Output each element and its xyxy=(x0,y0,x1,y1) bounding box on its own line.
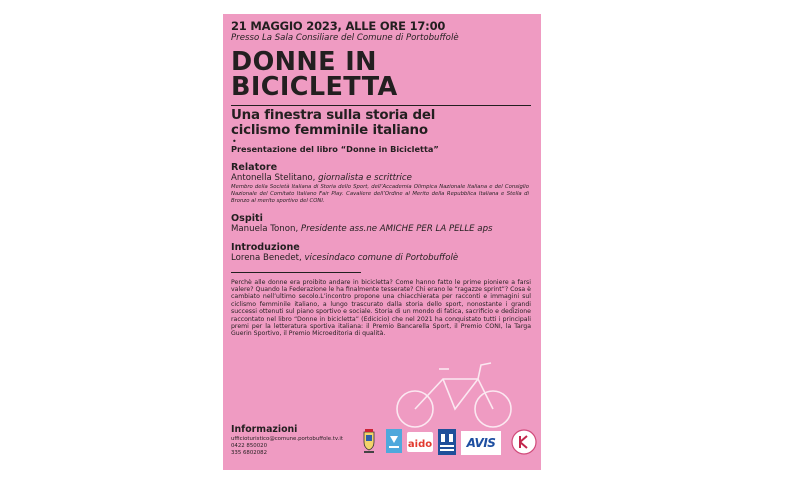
aido-logo xyxy=(407,432,433,452)
book-presentation: Presentazione del libro “Donne in Bicicletta” xyxy=(231,144,439,154)
subtitle-line-1: Una finestra sulla storia del xyxy=(231,108,436,123)
bullet-dot: • xyxy=(232,137,237,146)
introduzione-role: vicesindaco comune di Portobuffolè xyxy=(304,252,459,263)
relatore-heading: Relatore xyxy=(231,162,278,173)
info-phone-1: 0422 850020 xyxy=(231,443,268,449)
ospiti-line xyxy=(231,224,531,235)
avis-logo xyxy=(461,431,501,455)
info-phone-2: 335 6802082 xyxy=(231,450,268,456)
event-description: Perchè alle donne era proibito andare in bicicletta? Come hanno fatto le prime pioniere a farsi valere? Quando la Federazione le ha finalmente tesserate? Chi erano le “ragazze sprint”? Cosa è cambiato nell’ultimo secolo.L’incontro propone una chiacchierata per racconti e immagini sul ciclismo femminile italiano, a lungo trascurato dalla storia dello sport, nonostante i grandi successi ottenuti sul piano sportivo e sociale. Storia di un mondo di fatica, sacrificio e dedizione raccontato nel libro “Donne in bicicletta” (Edicicio) che nel 2021 ha conquistato tutti i principali premi per la letteratura sportiva italiana: il Premio Bancarella Sport, il Premio CONI, la Targa Guerin Sportivo, il Premio Microeditoria di qualità. xyxy=(231,278,531,338)
event-venue: Presso La Sala Consiliare del Comune di Portobuffolè xyxy=(231,33,459,43)
relatore-role: giornalista e scrittrice xyxy=(318,173,412,183)
ospiti-heading: Ospiti xyxy=(231,212,263,224)
info-email: ufficioturistico@comune.portobuffole.tv.it xyxy=(231,436,344,442)
bicycle-illustration xyxy=(383,339,533,434)
event-poster xyxy=(223,14,541,470)
avis-logo-text: AVIS xyxy=(466,436,496,450)
event-date: 21 MAGGIO 2023, ALLE ORE 17:00 xyxy=(231,19,446,33)
comune-crest-logo xyxy=(361,428,377,454)
poster-subtitle xyxy=(231,109,531,138)
title-line-2: BICICLETTA xyxy=(231,72,398,102)
aido-logo-text: aido xyxy=(407,439,433,450)
relatore-name: Antonella Stelitano, xyxy=(231,173,316,183)
introduzione-heading: Introduzione xyxy=(231,241,300,253)
ospiti-name: Manuela Tonon, xyxy=(231,223,299,234)
poster-content xyxy=(231,19,531,338)
title-line-1: DONNE IN xyxy=(231,47,377,77)
info-heading: Informazioni xyxy=(231,424,298,435)
relatore-bio: Membro della Società Italiana di Storia dello Sport, dell’Accademia Olimpica Nazionale Italiana e del Consiglio Nazionale del Comitato Italiano Fair Play. Cavaliere dell’Ordine al Merito della Repubblica Italiana e Stella di Bronzo al merito sportivo del CONI. xyxy=(231,184,529,205)
poster-title xyxy=(231,47,531,102)
introduzione-line xyxy=(231,253,531,264)
ospiti-role: Presidente ass.ne AMICHE PER LA PELLE aps xyxy=(300,223,493,234)
description-divider xyxy=(231,272,361,273)
title-divider xyxy=(231,105,531,106)
introduzione-name: Lorena Benedet, xyxy=(231,252,302,263)
relatore-line xyxy=(231,173,531,184)
subtitle-line-2: ciclismo femminile italiano xyxy=(231,122,428,138)
